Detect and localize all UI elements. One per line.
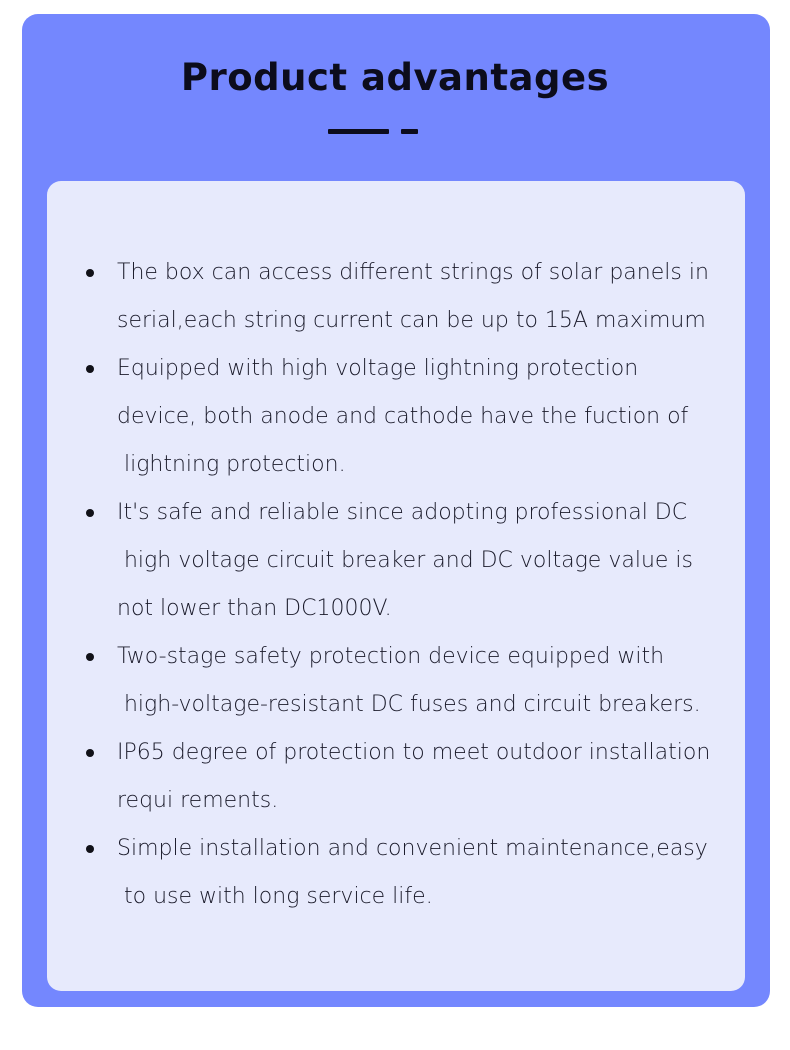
advantage-item: [82, 633, 712, 729]
advantage-line: Two-stage safety protection device equipped with: [117, 644, 665, 669]
advantage-line: Equipped with high voltage lightning protection: [117, 356, 639, 381]
bullet-icon: [86, 845, 94, 853]
bullet-icon: [86, 749, 94, 757]
advantage-line: IP65 degree of protection to meet outdoor installation: [117, 740, 711, 765]
advantage-item: [82, 345, 712, 489]
advantage-line: high-voltage-resistant DC fuses and circuit breakers.: [117, 692, 701, 717]
advantage-line: not lower than DC1000V.: [117, 596, 392, 621]
advantage-line: It's safe and reliable since adopting professional DC: [117, 500, 688, 525]
advantage-line: serial,each string current can be up to 15A maximum: [117, 308, 706, 333]
bullet-icon: [86, 365, 94, 373]
advantage-item: [82, 825, 712, 921]
section-title: Product advantages: [180, 56, 610, 99]
advantages-list: [82, 249, 712, 921]
advantage-line: device, both anode and cathode have the fuction of: [117, 404, 689, 429]
advantage-item: [82, 489, 712, 633]
advantage-item: [82, 729, 712, 825]
bullet-icon: [86, 269, 94, 277]
advantage-line: The box can access different strings of solar panels in: [117, 260, 709, 285]
title-underline-short: [401, 129, 418, 134]
bullet-icon: [86, 653, 94, 661]
advantage-line: lightning protection.: [117, 452, 346, 477]
advantage-line: requi rements.: [117, 788, 279, 813]
advantage-item: [82, 249, 712, 345]
advantage-line: Simple installation and convenient maintenance,easy: [117, 836, 708, 861]
advantage-line: high voltage circuit breaker and DC voltage value is: [117, 548, 693, 573]
bullet-icon: [86, 509, 94, 517]
advantage-line: to use with long service life.: [117, 884, 433, 909]
title-underline-long: [328, 129, 389, 134]
